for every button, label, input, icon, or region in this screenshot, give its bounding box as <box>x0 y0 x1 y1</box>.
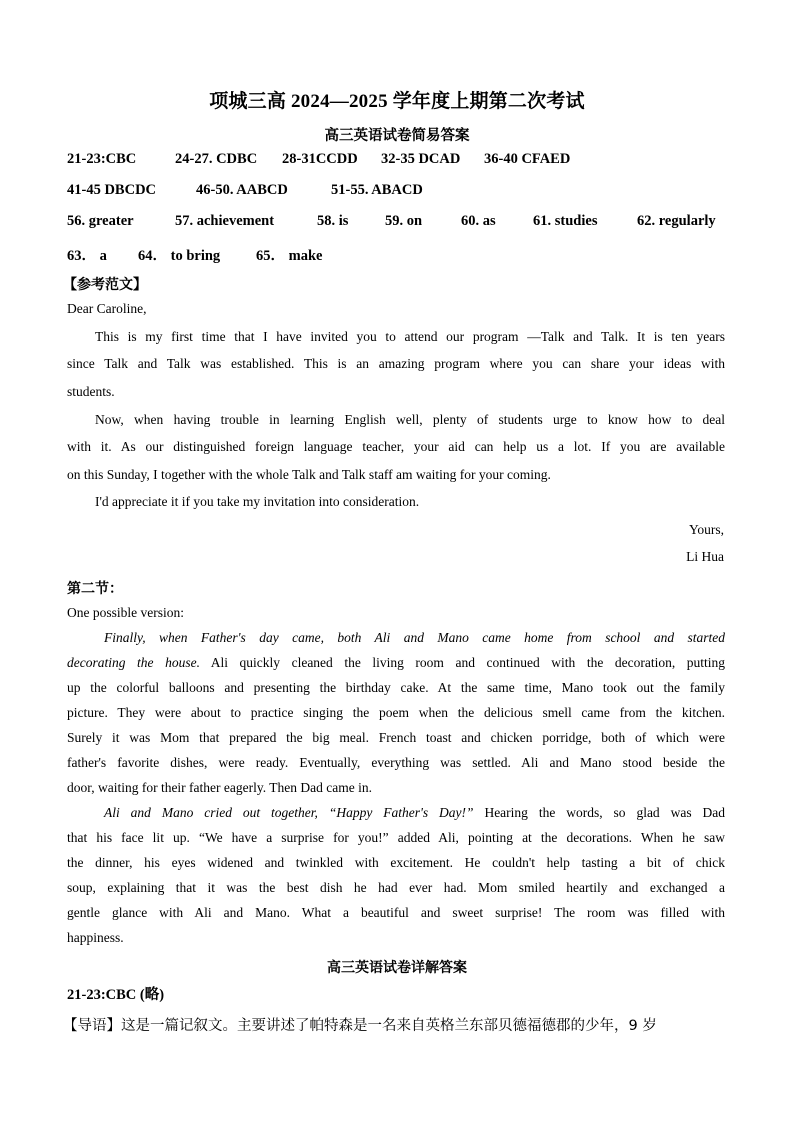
paragraph-line <box>67 655 725 671</box>
answer-item: 58. is <box>317 213 349 229</box>
italic-prompt: Finally, when Father's day came, both Ali and Mano came home from school and started <box>104 630 725 645</box>
paragraph-text: soup, explaining that it was the best dish he had ever had. Mom smiled heartily and exchanged a <box>67 880 725 895</box>
paragraph-text: Hearing the words, so glad was Dad <box>473 805 725 820</box>
answer-item: 62. regularly <box>637 213 716 229</box>
letter-line: This is my first time that I have invited you to attend our program —Talk and Talk. It is ten years <box>95 329 725 344</box>
answer-item: 24-27. CDBC <box>175 151 258 167</box>
section2-heading: 第二节： <box>67 581 123 597</box>
paragraph-line <box>67 705 725 721</box>
letter-line: on this Sunday, I together with the whole Talk and Talk staff am waiting for your coming. <box>67 467 551 482</box>
paragraph-text: Ali quickly cleaned the living room and continued with the decoration, putting <box>199 655 726 670</box>
answer-item: 59. on <box>385 213 423 229</box>
letter-line: Now, when having trouble in learning English well, plenty of students urge to know how to deal <box>95 412 725 427</box>
paragraph-line <box>67 930 124 946</box>
answer-item: 63． a <box>67 248 107 264</box>
paragraph-line <box>104 630 725 646</box>
letter-line: students. <box>67 384 115 399</box>
answer-item: 60. as <box>461 213 496 229</box>
paragraph-text: Surely it was Mom that prepared the big meal. French toast and chicken porridge, both of which were <box>67 730 725 745</box>
paragraph-text: gentle glance with Ali and Mano. What a beautiful and sweet surprise! The room was filled with <box>67 905 725 920</box>
answer-item: 61. studies <box>533 213 598 229</box>
paragraph-text: up the colorful balloons and presenting the birthday cake. At the same time, Mano took out the family <box>67 680 725 695</box>
paragraph-text: father's favorite dishes, were ready. Eventually, everything was settled. Ali and Mano stood beside the <box>67 755 725 770</box>
detailed-answer-subtitle: 高三英语试卷详解答案 <box>327 960 467 976</box>
paragraph-line <box>67 730 725 746</box>
answer-item: 46-50. AABCD <box>196 182 288 198</box>
letter-closing: Yours, <box>688 522 724 537</box>
paragraph-text: happiness. <box>67 930 124 945</box>
section2-intro: One possible version: <box>67 605 184 620</box>
answer-item: 21-23:CBC <box>67 151 137 167</box>
answer-item: 36-40 CFAED <box>484 151 571 167</box>
paragraph-line <box>67 880 725 896</box>
paragraph-text: door, waiting for their father eagerly. Then Dad came in. <box>67 780 372 795</box>
paragraph-text: that his face lit up. “We have a surprise for you!” added Ali, pointing at the decorations. When he saw <box>67 830 725 845</box>
paragraph-line <box>67 780 372 796</box>
letter-line: with it. As our distinguished foreign language teacher, your aid can help us a lot. If you are available <box>67 439 725 454</box>
italic-prompt: Ali and Mano cried out together, “Happy Father's Day!” <box>104 805 474 820</box>
paragraph-line <box>104 805 725 821</box>
answer-item: 41-45 DBCDC <box>67 182 157 198</box>
paragraph-line <box>67 680 725 696</box>
paragraph-line <box>67 755 725 771</box>
guide-text: 【导语】这是一篇记叙文。主要讲述了帕特森是一名来自英格兰东部贝德福德郡的少年，9 岁 <box>63 1018 657 1034</box>
answer-item: 57. achievement <box>175 213 275 229</box>
paragraph-line <box>67 855 725 871</box>
exam-title: 项城三高 2024—2025 学年度上期第二次考试 <box>209 91 585 112</box>
answer-item: 28-31CCDD <box>282 151 358 167</box>
letter-signature: Li Hua <box>686 549 724 564</box>
letter-greeting: Dear Caroline, <box>67 301 147 316</box>
answer-item: 56. greater <box>67 213 134 229</box>
letter-line: since Talk and Talk was established. This is an amazing program where you can share your ideas with <box>67 356 725 371</box>
answer-item: 65． make <box>256 248 323 264</box>
paragraph-line <box>67 905 725 921</box>
brief-answer-subtitle: 高三英语试卷简易答案 <box>324 128 470 144</box>
italic-prompt: decorating the house. <box>67 655 200 670</box>
paragraph-line <box>67 830 725 846</box>
detailed-item: 21-23:CBC (略) <box>67 987 165 1003</box>
paragraph-text: the dinner, his eyes widened and twinkled with excitement. He couldn't help tasting a bit of chick <box>67 855 725 870</box>
letter-line: I'd appreciate it if you take my invitation into consideration. <box>95 494 420 509</box>
sample-essay-label: 【参考范文】 <box>63 277 147 293</box>
paragraph-text: picture. They were about to practice singing the poem when the delicious smell came from the kitchen. <box>67 705 725 720</box>
answer-item: 51-55. ABACD <box>331 182 423 198</box>
answer-item: 32-35 DCAD <box>381 151 461 167</box>
answer-item: 64． to bring <box>138 248 221 264</box>
